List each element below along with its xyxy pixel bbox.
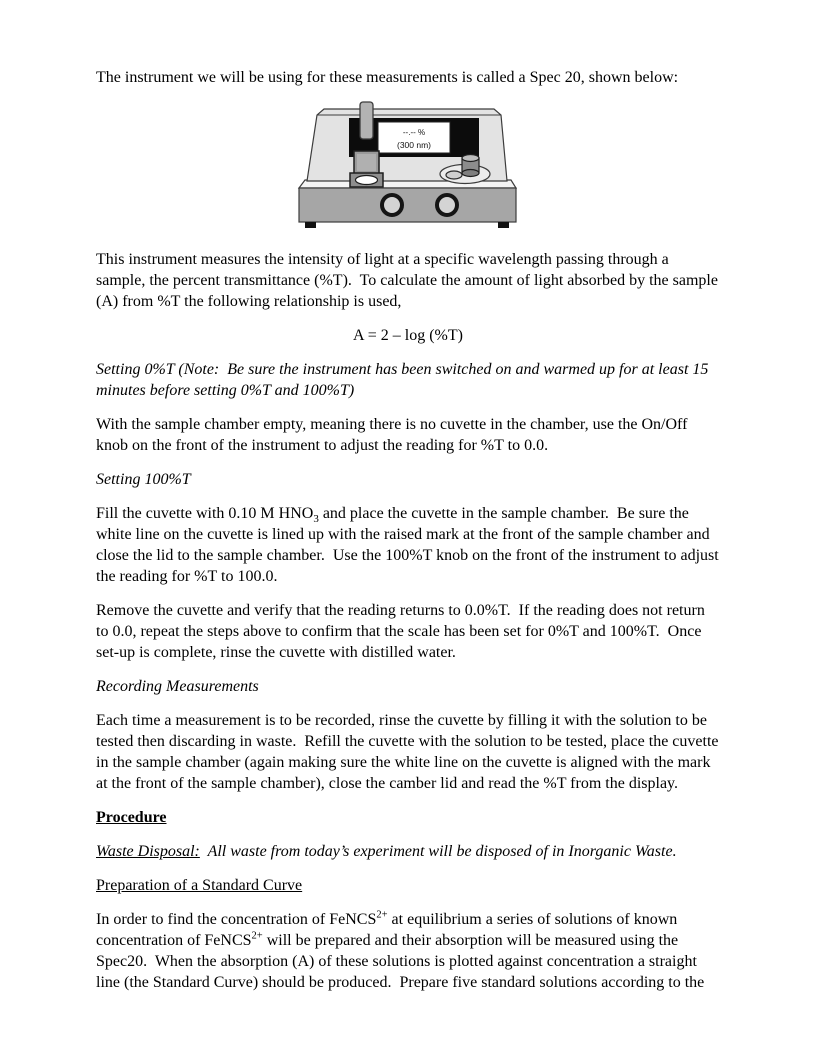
cuvette-tube bbox=[360, 102, 373, 139]
filter-slot bbox=[446, 171, 462, 179]
sample-chamber-opening bbox=[356, 176, 378, 185]
instrument-foot-right bbox=[498, 222, 509, 228]
transmittance-paragraph: This instrument measures the intensity of light at a specific wavelength passing through a sample, the percent transmittance (%T). To calculate the amount of light absorbed by the sample (A) from %T the following relationship is used, bbox=[96, 251, 722, 310]
text-run: All waste from today’s experiment will be disposed of in Inorganic Waste. bbox=[199, 843, 677, 860]
charge-superscript: 2+ bbox=[376, 909, 388, 921]
instrument-foot-left bbox=[305, 222, 316, 228]
absorbance-equation: A = 2 – log (%T) bbox=[353, 327, 463, 344]
intro-paragraph: The instrument we will be using for these measurements is called a Spec 20, shown below: bbox=[96, 69, 679, 86]
text-run: Fill the cuvette with 0.10 M HNO bbox=[96, 505, 314, 522]
setting-0t-paragraph: With the sample chamber empty, meaning there is no cuvette in the chamber, use the On/Off knob on the front of the instrument to adjust the reading for %T to 0.0. bbox=[96, 416, 692, 454]
recording-measurements-heading: Recording Measurements bbox=[96, 678, 259, 695]
chemical-subscript: 3 bbox=[313, 513, 319, 526]
waste-disposal-line bbox=[96, 841, 720, 862]
standard-curve-heading bbox=[96, 875, 720, 896]
wavelength-knob-top bbox=[462, 155, 479, 162]
display-reading-text: --.-- % bbox=[402, 128, 426, 137]
setting-0t-heading: Setting 0%T (Note: Be sure the instrument has been switched on and warmed up for at least 15 minutes before setting 0%T and 100%T) bbox=[96, 361, 713, 399]
charge-superscript: 2+ bbox=[251, 930, 263, 942]
text-run: at equilibrium a series of solutions of known concentration of FeNCS bbox=[96, 911, 682, 949]
recording-paragraph: Each time a measurement is to be recorded, rinse the cuvette by filling it with the solution to be tested then discarding in waste. Refill the cuvette with the solution to be tested, place the cuvette in the sample chamber (again making sure the white line on the cuvette is aligned with the mark at the front of the sample chamber), close the camber lid and read the %T from the display. bbox=[96, 712, 723, 792]
text-run: will be prepared and their absorption will be measured using the Spec20. When the absorption (A) of these solutions is plotted against concentration a straight line (the Standard Curve) should be produced. Prepare five standard solutions according to the bbox=[96, 932, 705, 991]
figure-container bbox=[96, 101, 720, 235]
wavelength-knob-bottom bbox=[462, 170, 479, 177]
setting-100t-heading: Setting 100%T bbox=[96, 471, 191, 488]
instrument-base-front bbox=[299, 188, 516, 222]
sample-chamber-lid-inner bbox=[357, 154, 376, 171]
waste-disposal-label: Waste Disposal: bbox=[96, 843, 200, 860]
text-run: In order to find the concentration of FeNCS bbox=[96, 911, 377, 928]
setting-100t-paragraph bbox=[96, 503, 723, 587]
hundred-percent-knob bbox=[437, 195, 457, 215]
text-run: Procedure bbox=[96, 809, 167, 826]
standard-curve-paragraph bbox=[96, 909, 720, 993]
verify-paragraph: Remove the cuvette and verify that the reading returns to 0.0%T. If the reading does not return to 0.0, repeat the steps above to confirm that the scale has been set for 0%T and 100%T. Once set-up is complete, rinse the cuvette with distilled water. bbox=[96, 602, 709, 661]
zero-percent-knob bbox=[382, 195, 402, 215]
text-run: Preparation of a Standard Curve bbox=[96, 877, 303, 894]
spec20-instrument-figure bbox=[297, 101, 519, 229]
procedure-heading bbox=[96, 807, 720, 828]
display-wavelength-text: (300 nm) bbox=[396, 140, 432, 150]
text-run: and place the cuvette in the sample chamber. Be sure the white line on the cuvette is lined up with the raised mark at the front of the sample chamber and close the lid to the sample chamber. Use the 100%T knob on the front of the instrument to adjust the reading for %T to 100.0. bbox=[96, 505, 723, 585]
